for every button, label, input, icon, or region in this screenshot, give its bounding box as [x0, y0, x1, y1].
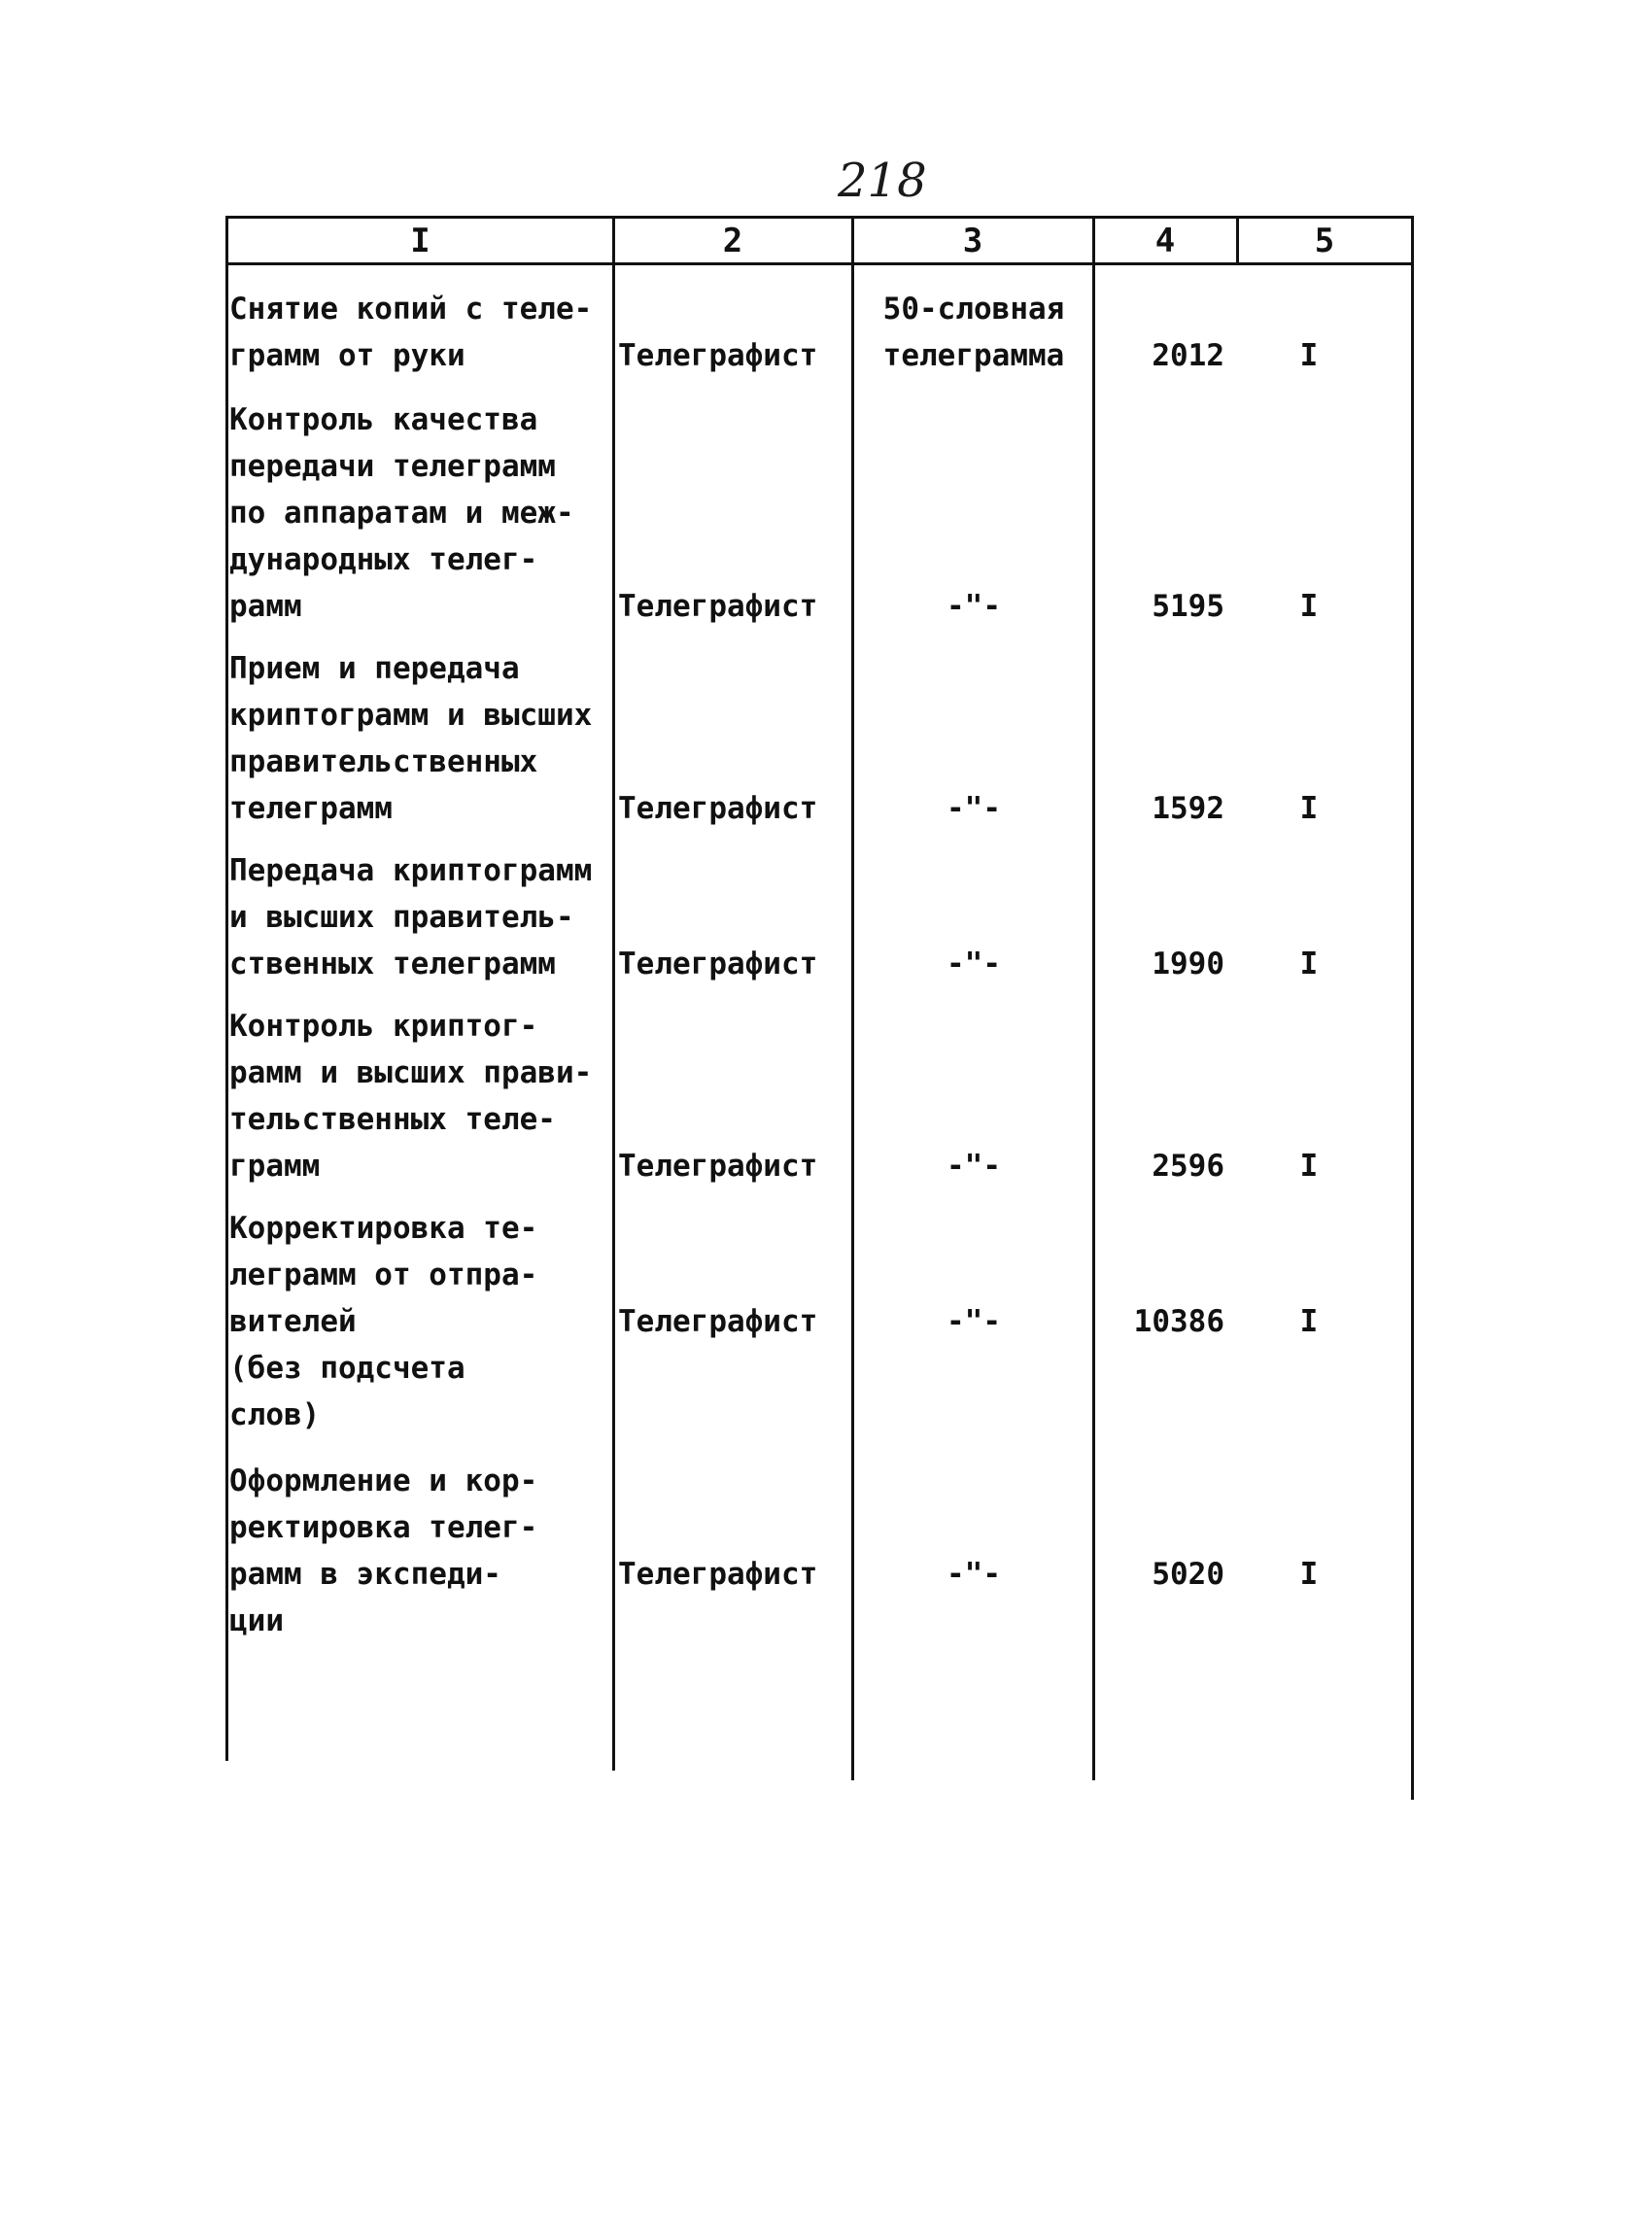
profession: Телеграфист: [618, 338, 818, 373]
unit-of-measure: -"-: [946, 1149, 1001, 1184]
operation-name: Корректировка те- леграмм от отпра- вителей (без подсчета слов): [229, 1211, 538, 1432]
profession: Телеграфист: [618, 947, 818, 981]
norm-value: 2012: [1152, 338, 1224, 373]
category: I: [1299, 1557, 1319, 1592]
norm-value: 10386: [1133, 1304, 1224, 1339]
unit-of-measure: -"-: [946, 589, 1001, 624]
column-border-left: [225, 216, 228, 1761]
column-border-right: [1411, 216, 1414, 1800]
header-col-4: 4: [1154, 222, 1177, 260]
norm-value: 5195: [1152, 589, 1224, 624]
unit-of-measure: -"-: [946, 1557, 1001, 1592]
operation-name: Оформление и кор- ректировка телег- рамм в экспеди- ции: [229, 1463, 538, 1638]
category: I: [1299, 791, 1319, 826]
profession: Телеграфист: [618, 589, 818, 624]
profession: Телеграфист: [618, 1557, 818, 1592]
category: I: [1299, 338, 1319, 373]
column-border-3-4: [1092, 216, 1095, 1780]
profession: Телеграфист: [618, 1304, 818, 1339]
unit-of-measure: -"-: [946, 947, 1001, 981]
operation-name: Передача криптограмм и высших правитель- ственных телеграмм: [229, 853, 593, 981]
category: I: [1299, 589, 1319, 624]
column-border-2-3: [851, 216, 854, 1780]
norm-value: 2596: [1152, 1149, 1224, 1184]
norm-value: 1592: [1152, 791, 1224, 826]
header-col-3: 3: [962, 222, 984, 260]
header-col-5: 5: [1314, 222, 1336, 260]
norm-value: 1990: [1152, 947, 1224, 981]
unit-of-measure: 50-словная телеграмма: [882, 292, 1065, 373]
operation-name: Контроль качества передачи телеграмм по аппаратам и меж- дународных телег- рамм: [229, 402, 574, 624]
profession: Телеграфист: [618, 791, 818, 826]
category: I: [1299, 1149, 1319, 1184]
category: I: [1299, 947, 1319, 981]
operation-name: Снятие копий с теле- грамм от руки: [229, 292, 593, 373]
operation-name: Контроль криптог- рамм и высших прави- тельственных теле- грамм: [229, 1009, 593, 1184]
page-number: 218: [838, 154, 927, 208]
operation-name: Прием и передача криптограмм и высших правительственных телеграмм: [229, 651, 593, 826]
category: I: [1299, 1304, 1319, 1339]
unit-of-measure: -"-: [946, 791, 1001, 826]
header-col-1: I: [410, 222, 431, 260]
table-top-border: [225, 216, 1413, 219]
norm-value: 5020: [1152, 1557, 1224, 1592]
header-col-2: 2: [722, 222, 744, 260]
unit-of-measure: -"-: [946, 1304, 1001, 1339]
profession: Телеграфист: [618, 1149, 818, 1184]
